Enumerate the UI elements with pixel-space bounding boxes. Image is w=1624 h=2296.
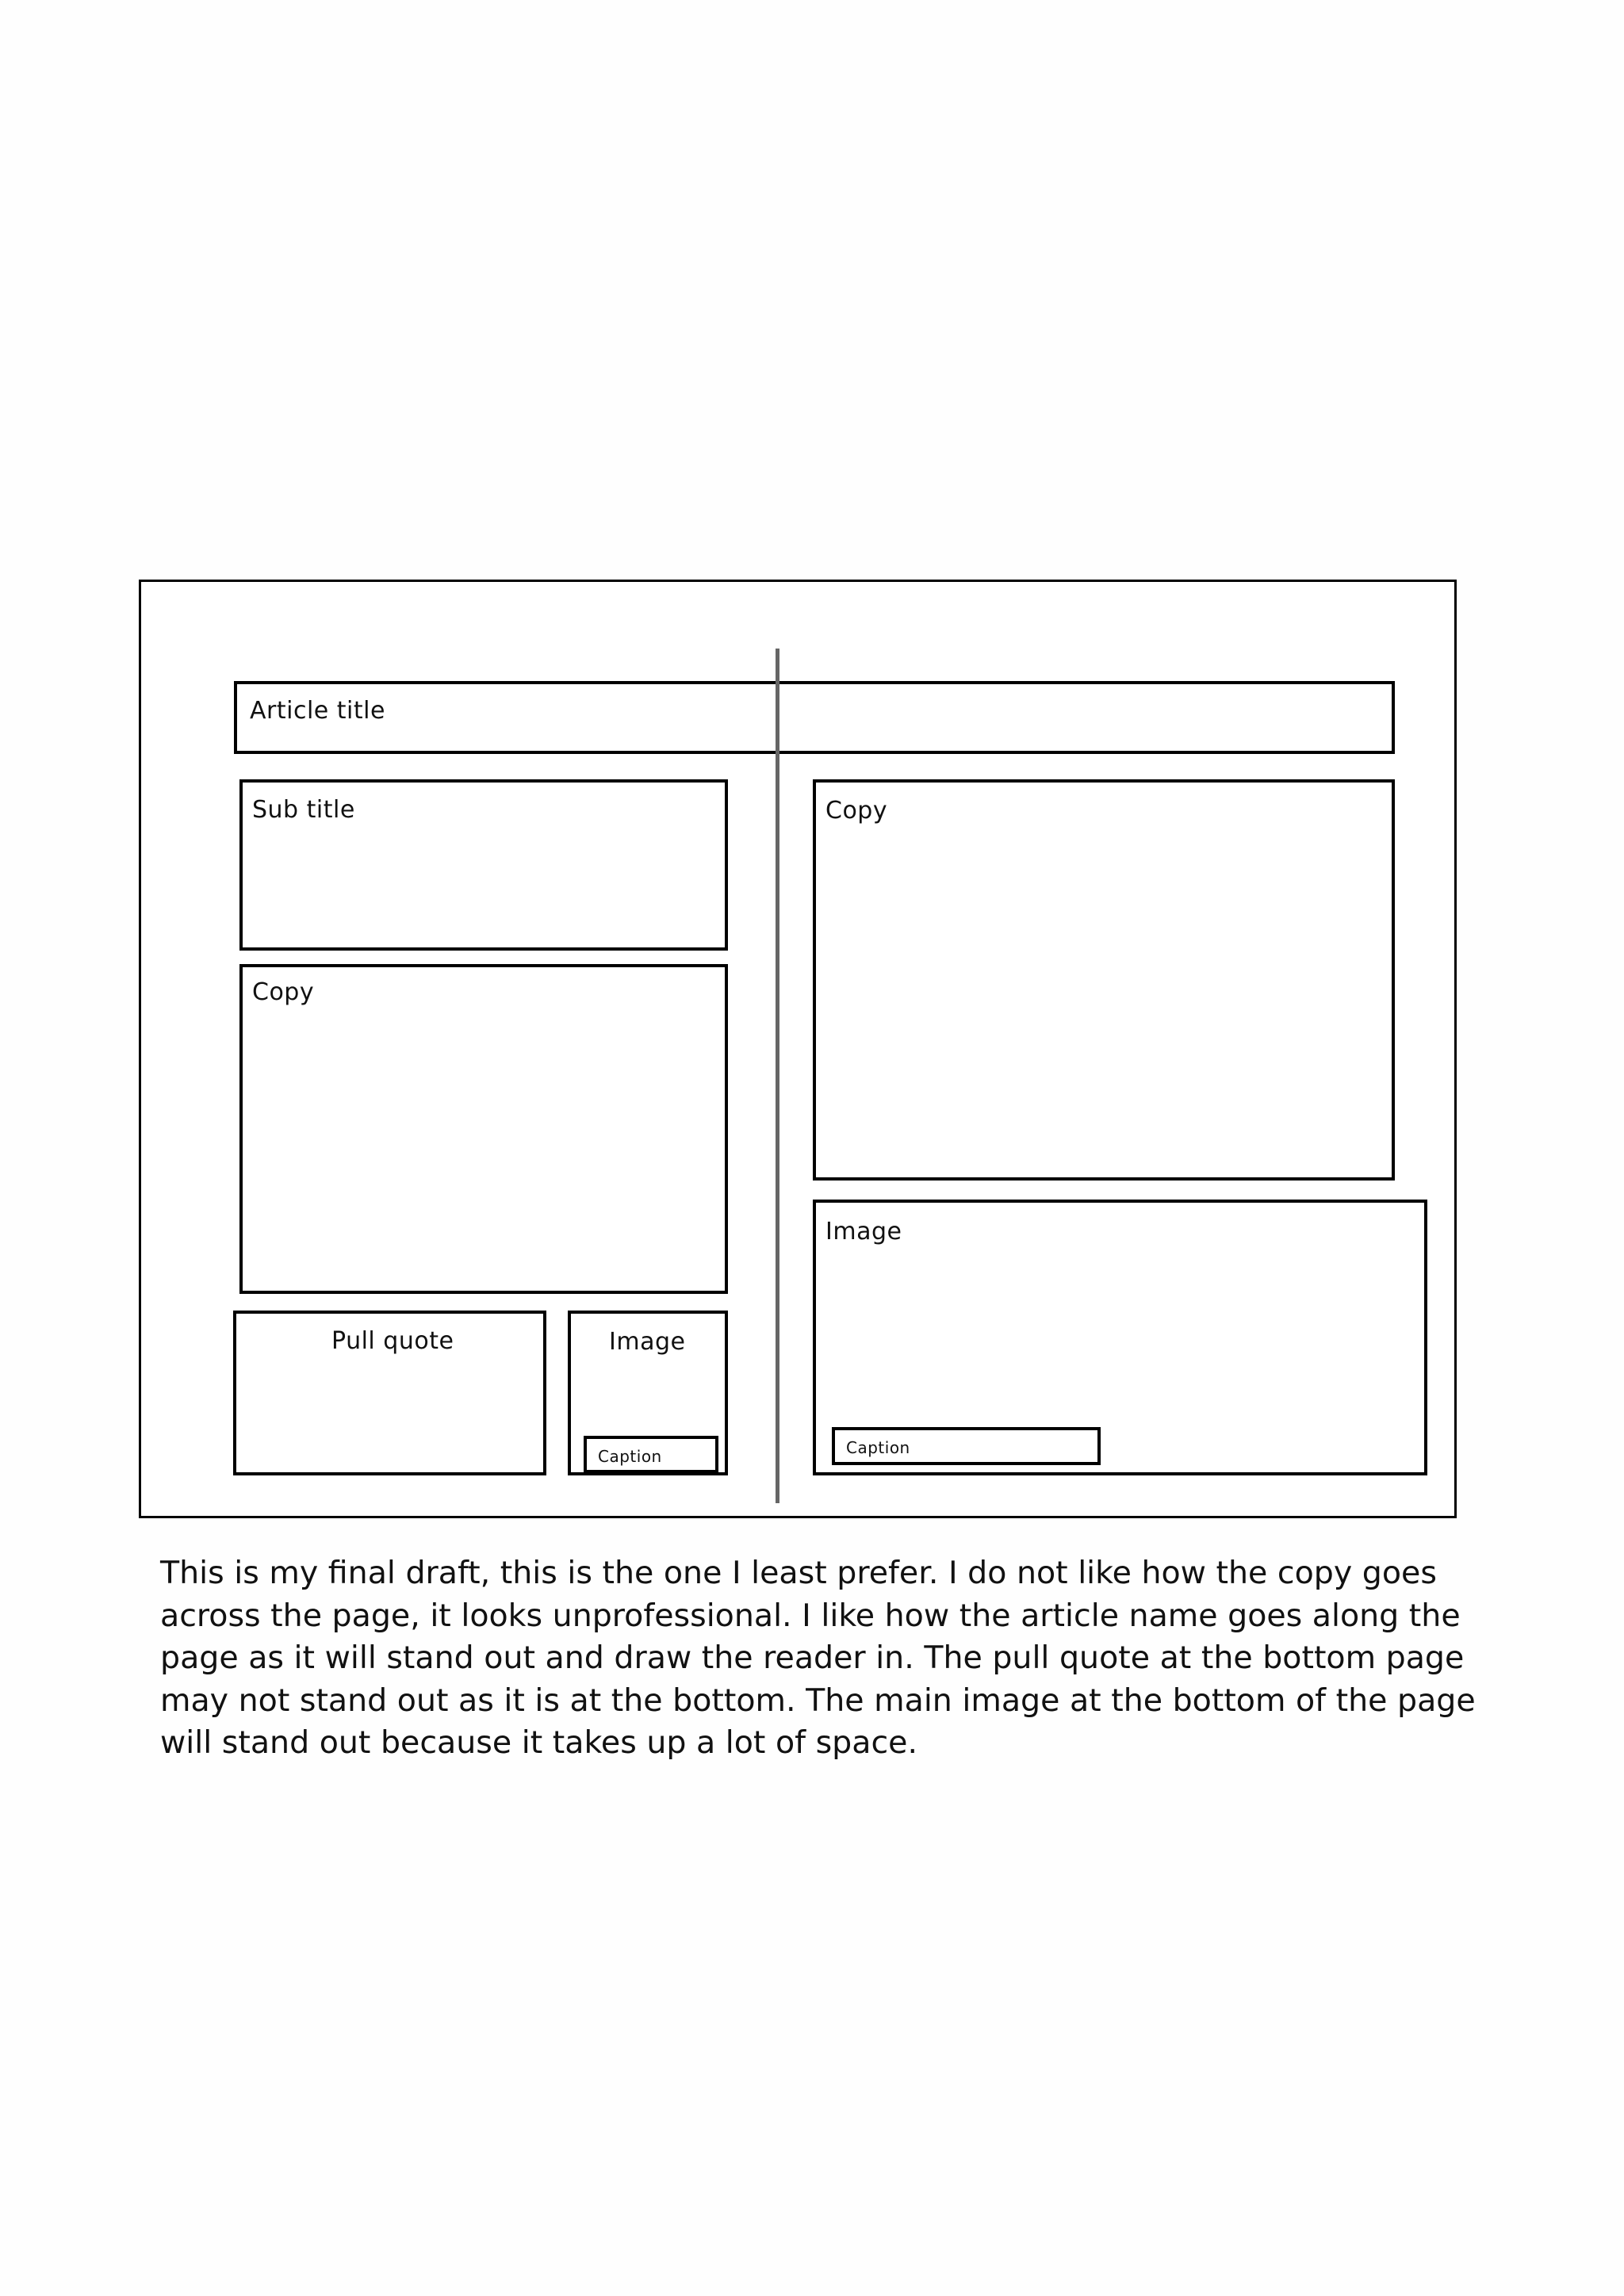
right-copy-label: Copy (825, 797, 888, 825)
right-copy-box (813, 779, 1395, 1181)
left-copy-label: Copy (252, 978, 315, 1006)
article-title-box (234, 681, 1395, 754)
small-caption-label: Caption (598, 1447, 662, 1466)
left-copy-box (239, 964, 728, 1294)
center-divider-line (776, 649, 779, 1503)
pull-quote-label: Pull quote (331, 1327, 454, 1355)
main-caption-box (832, 1427, 1101, 1465)
subtitle-box (239, 779, 728, 951)
small-caption-box (584, 1436, 718, 1473)
article-title-label: Article title (250, 697, 385, 725)
subtitle-label: Sub title (252, 796, 355, 824)
draft-description: This is my final draft, this is the one I least prefer. I do not like how the copy goes across the page, it looks unprofessional. I like how the article name goes along the page as it will stand out and draw the reader in. The pull quote at the bottom page may not stand out as it is at the bottom. The main image at the bottom of the page will stand out because it takes up a lot of space. (160, 1555, 1476, 1761)
pull-quote-box (233, 1311, 546, 1475)
main-caption-label: Caption (846, 1438, 910, 1457)
small-image-label: Image (609, 1328, 686, 1356)
small-image-box (568, 1311, 728, 1475)
main-image-label: Image (825, 1218, 902, 1246)
main-image-box (813, 1200, 1427, 1475)
